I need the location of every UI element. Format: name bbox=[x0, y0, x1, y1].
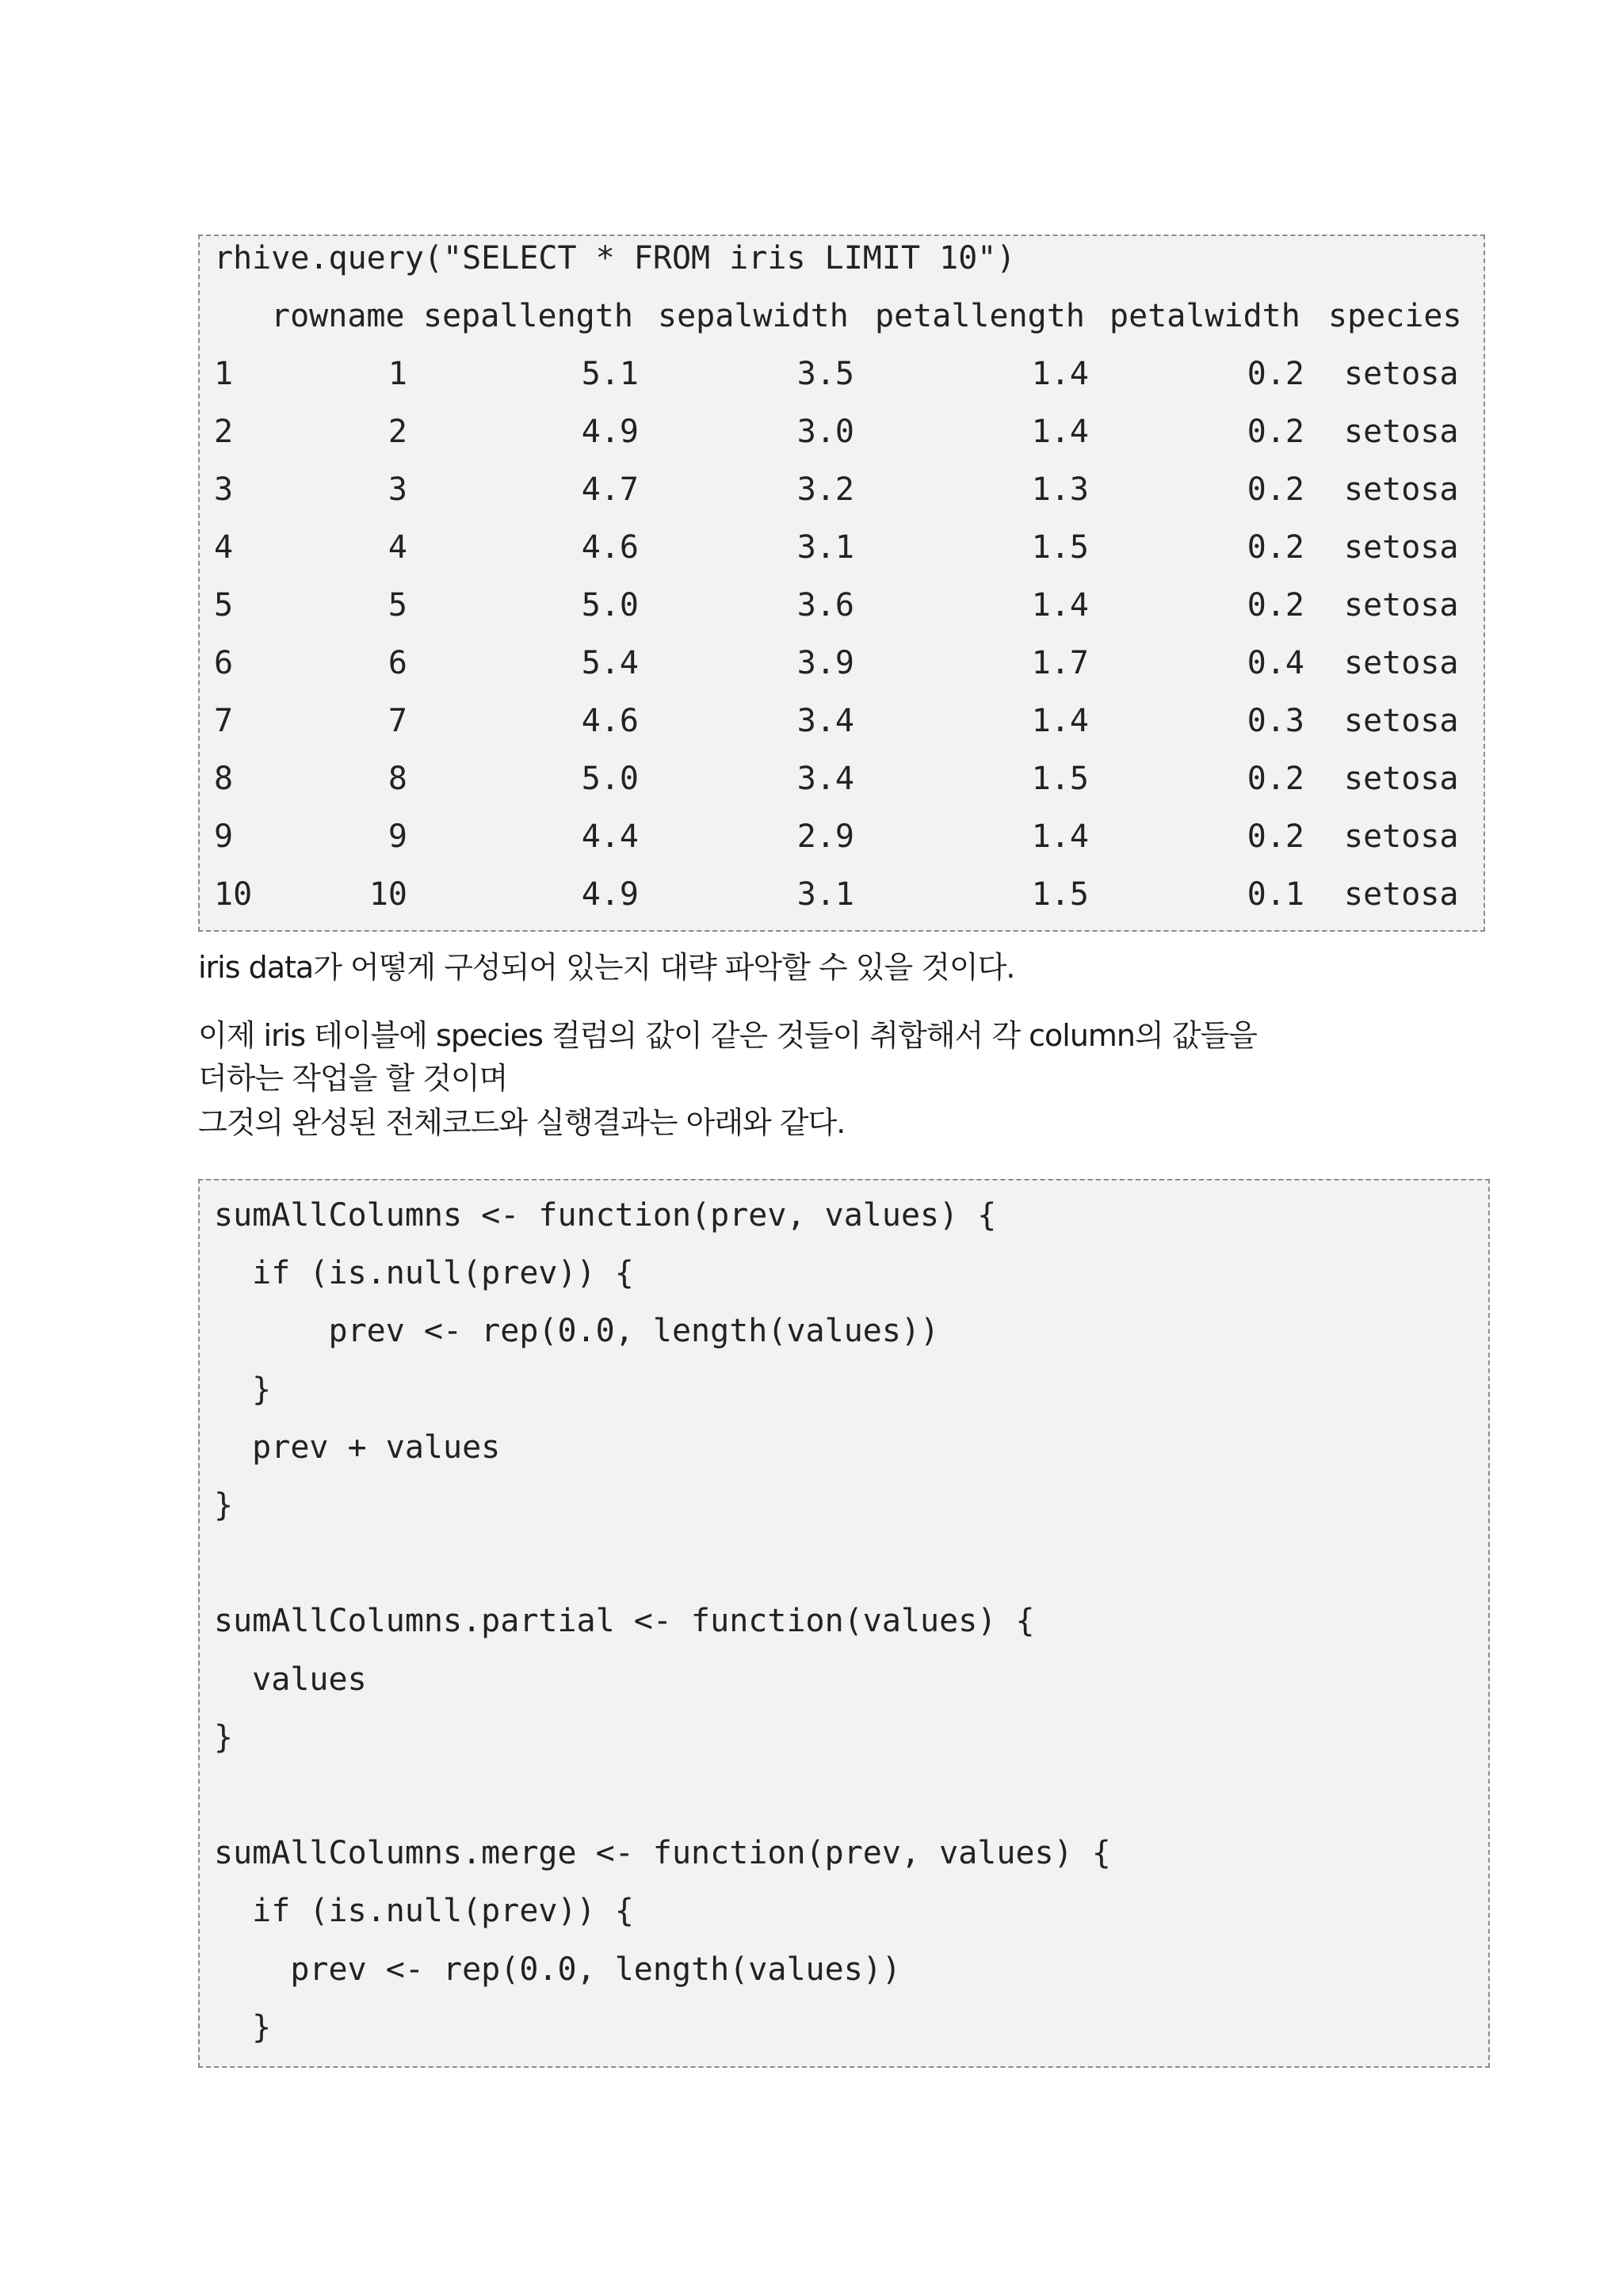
column-header: rowname bbox=[271, 298, 405, 334]
row-index: 10 bbox=[214, 876, 253, 913]
code-line: prev <- rep(0.0, length(values)) bbox=[214, 1951, 901, 1988]
table-cell: 3.1 bbox=[796, 876, 854, 913]
code-line: sumAllColumns.partial <- function(values) { bbox=[214, 1603, 1035, 1640]
row-index: 9 bbox=[214, 818, 234, 855]
column-header: sepallength bbox=[423, 298, 633, 334]
table-cell: 3.2 bbox=[796, 471, 854, 508]
row-index: 3 bbox=[214, 471, 234, 508]
table-cell: setosa bbox=[1344, 356, 1459, 392]
code-line: prev <- rep(0.0, length(values)) bbox=[214, 1313, 940, 1350]
table-cell: setosa bbox=[1344, 876, 1459, 913]
code-line: if (is.null(prev)) { bbox=[214, 1255, 634, 1292]
table-cell: setosa bbox=[1344, 471, 1459, 508]
table-cell: 4.4 bbox=[581, 818, 639, 855]
table-cell: 3.0 bbox=[796, 414, 854, 450]
code-line: } bbox=[214, 1487, 234, 1524]
table-cell: 10 bbox=[369, 876, 407, 913]
table-cell: 1.7 bbox=[1031, 645, 1089, 681]
table-cell: setosa bbox=[1344, 761, 1459, 797]
table-cell: 0.2 bbox=[1247, 414, 1304, 450]
table-cell: 5.1 bbox=[581, 356, 639, 392]
table-cell: 7 bbox=[388, 703, 407, 739]
row-index: 8 bbox=[214, 761, 234, 797]
table-cell: 1.4 bbox=[1031, 356, 1089, 392]
code-line: prev + values bbox=[214, 1428, 501, 1466]
table-cell: 1.3 bbox=[1031, 471, 1089, 508]
column-header: sepalwidth bbox=[658, 298, 849, 334]
table-cell: 3.9 bbox=[796, 645, 854, 681]
row-index: 7 bbox=[214, 703, 234, 739]
query-output-block bbox=[198, 235, 1485, 932]
table-cell: 4.6 bbox=[581, 529, 639, 566]
paragraph-2-line-2: 더하는 작업을 할 것이며 bbox=[198, 1061, 508, 1096]
table-cell: 1.4 bbox=[1031, 818, 1089, 855]
column-header: petalwidth bbox=[1109, 298, 1300, 334]
table-cell: 4.9 bbox=[581, 876, 639, 913]
code-listing-block bbox=[198, 1179, 1490, 2068]
table-cell: setosa bbox=[1344, 587, 1459, 624]
row-index: 1 bbox=[214, 356, 234, 392]
table-cell: 1.4 bbox=[1031, 587, 1089, 624]
table-cell: 0.2 bbox=[1247, 587, 1304, 624]
table-cell: 0.2 bbox=[1247, 818, 1304, 855]
table-cell: 0.3 bbox=[1247, 703, 1304, 739]
table-cell: 2 bbox=[388, 414, 407, 450]
column-header: species bbox=[1328, 298, 1462, 334]
table-cell: 1.5 bbox=[1031, 761, 1089, 797]
table-cell: 0.1 bbox=[1247, 876, 1304, 913]
table-cell: 1.4 bbox=[1031, 414, 1089, 450]
column-header: petallength bbox=[875, 298, 1085, 334]
table-cell: 8 bbox=[388, 761, 407, 797]
paragraph-2-line-3: 그것의 완성된 전체코드와 실행결과는 아래와 같다. bbox=[198, 1105, 846, 1140]
row-index: 6 bbox=[214, 645, 234, 681]
code-line: } bbox=[214, 1718, 234, 1756]
table-cell: 4.6 bbox=[581, 703, 639, 739]
code-line: sumAllColumns <- function(prev, values) { bbox=[214, 1197, 997, 1234]
row-index: 2 bbox=[214, 414, 234, 450]
table-cell: 2.9 bbox=[796, 818, 854, 855]
code-line: sumAllColumns.merge <- function(prev, values) { bbox=[214, 1835, 1111, 1872]
table-cell: 4.7 bbox=[581, 471, 639, 508]
code-line: values bbox=[214, 1661, 367, 1698]
code-line: } bbox=[214, 1371, 272, 1408]
table-cell: 3.4 bbox=[796, 703, 854, 739]
table-cell: 3.6 bbox=[796, 587, 854, 624]
table-cell: 5 bbox=[388, 587, 407, 624]
table-cell: 4 bbox=[388, 529, 407, 566]
table-cell: 1.5 bbox=[1031, 529, 1089, 566]
table-cell: 1.4 bbox=[1031, 703, 1089, 739]
table-cell: 3 bbox=[388, 471, 407, 508]
table-cell: setosa bbox=[1344, 818, 1459, 855]
table-cell: 3.1 bbox=[796, 529, 854, 566]
table-cell: 0.2 bbox=[1247, 356, 1304, 392]
table-cell: 4.9 bbox=[581, 414, 639, 450]
table-cell: 6 bbox=[388, 645, 407, 681]
table-cell: 0.2 bbox=[1247, 761, 1304, 797]
row-index: 4 bbox=[214, 529, 234, 566]
query-command: rhive.query("SELECT * FROM iris LIMIT 10") bbox=[214, 240, 1016, 277]
table-cell: 3.5 bbox=[796, 356, 854, 392]
table-cell: setosa bbox=[1344, 645, 1459, 681]
table-cell: 0.2 bbox=[1247, 471, 1304, 508]
table-cell: 5.0 bbox=[581, 761, 639, 797]
paragraph-2-line-1: 이제 iris 테이블에 species 컬럼의 값이 같은 것들이 취합해서 각 column의 값들을 bbox=[198, 1018, 1257, 1053]
code-line: } bbox=[214, 2008, 272, 2046]
table-cell: setosa bbox=[1344, 414, 1459, 450]
table-cell: 1.5 bbox=[1031, 876, 1089, 913]
table-cell: 0.2 bbox=[1247, 529, 1304, 566]
table-cell: 9 bbox=[388, 818, 407, 855]
table-cell: setosa bbox=[1344, 703, 1459, 739]
code-line: if (is.null(prev)) { bbox=[214, 1893, 634, 1930]
table-cell: 5.4 bbox=[581, 645, 639, 681]
table-cell: setosa bbox=[1344, 529, 1459, 566]
table-cell: 3.4 bbox=[796, 761, 854, 797]
table-cell: 5.0 bbox=[581, 587, 639, 624]
table-cell: 0.4 bbox=[1247, 645, 1304, 681]
table-cell: 1 bbox=[388, 356, 407, 392]
paragraph-1: iris data가 어떻게 구성되어 있는지 대략 파악할 수 있을 것이다. bbox=[198, 950, 1015, 985]
row-index: 5 bbox=[214, 587, 234, 624]
